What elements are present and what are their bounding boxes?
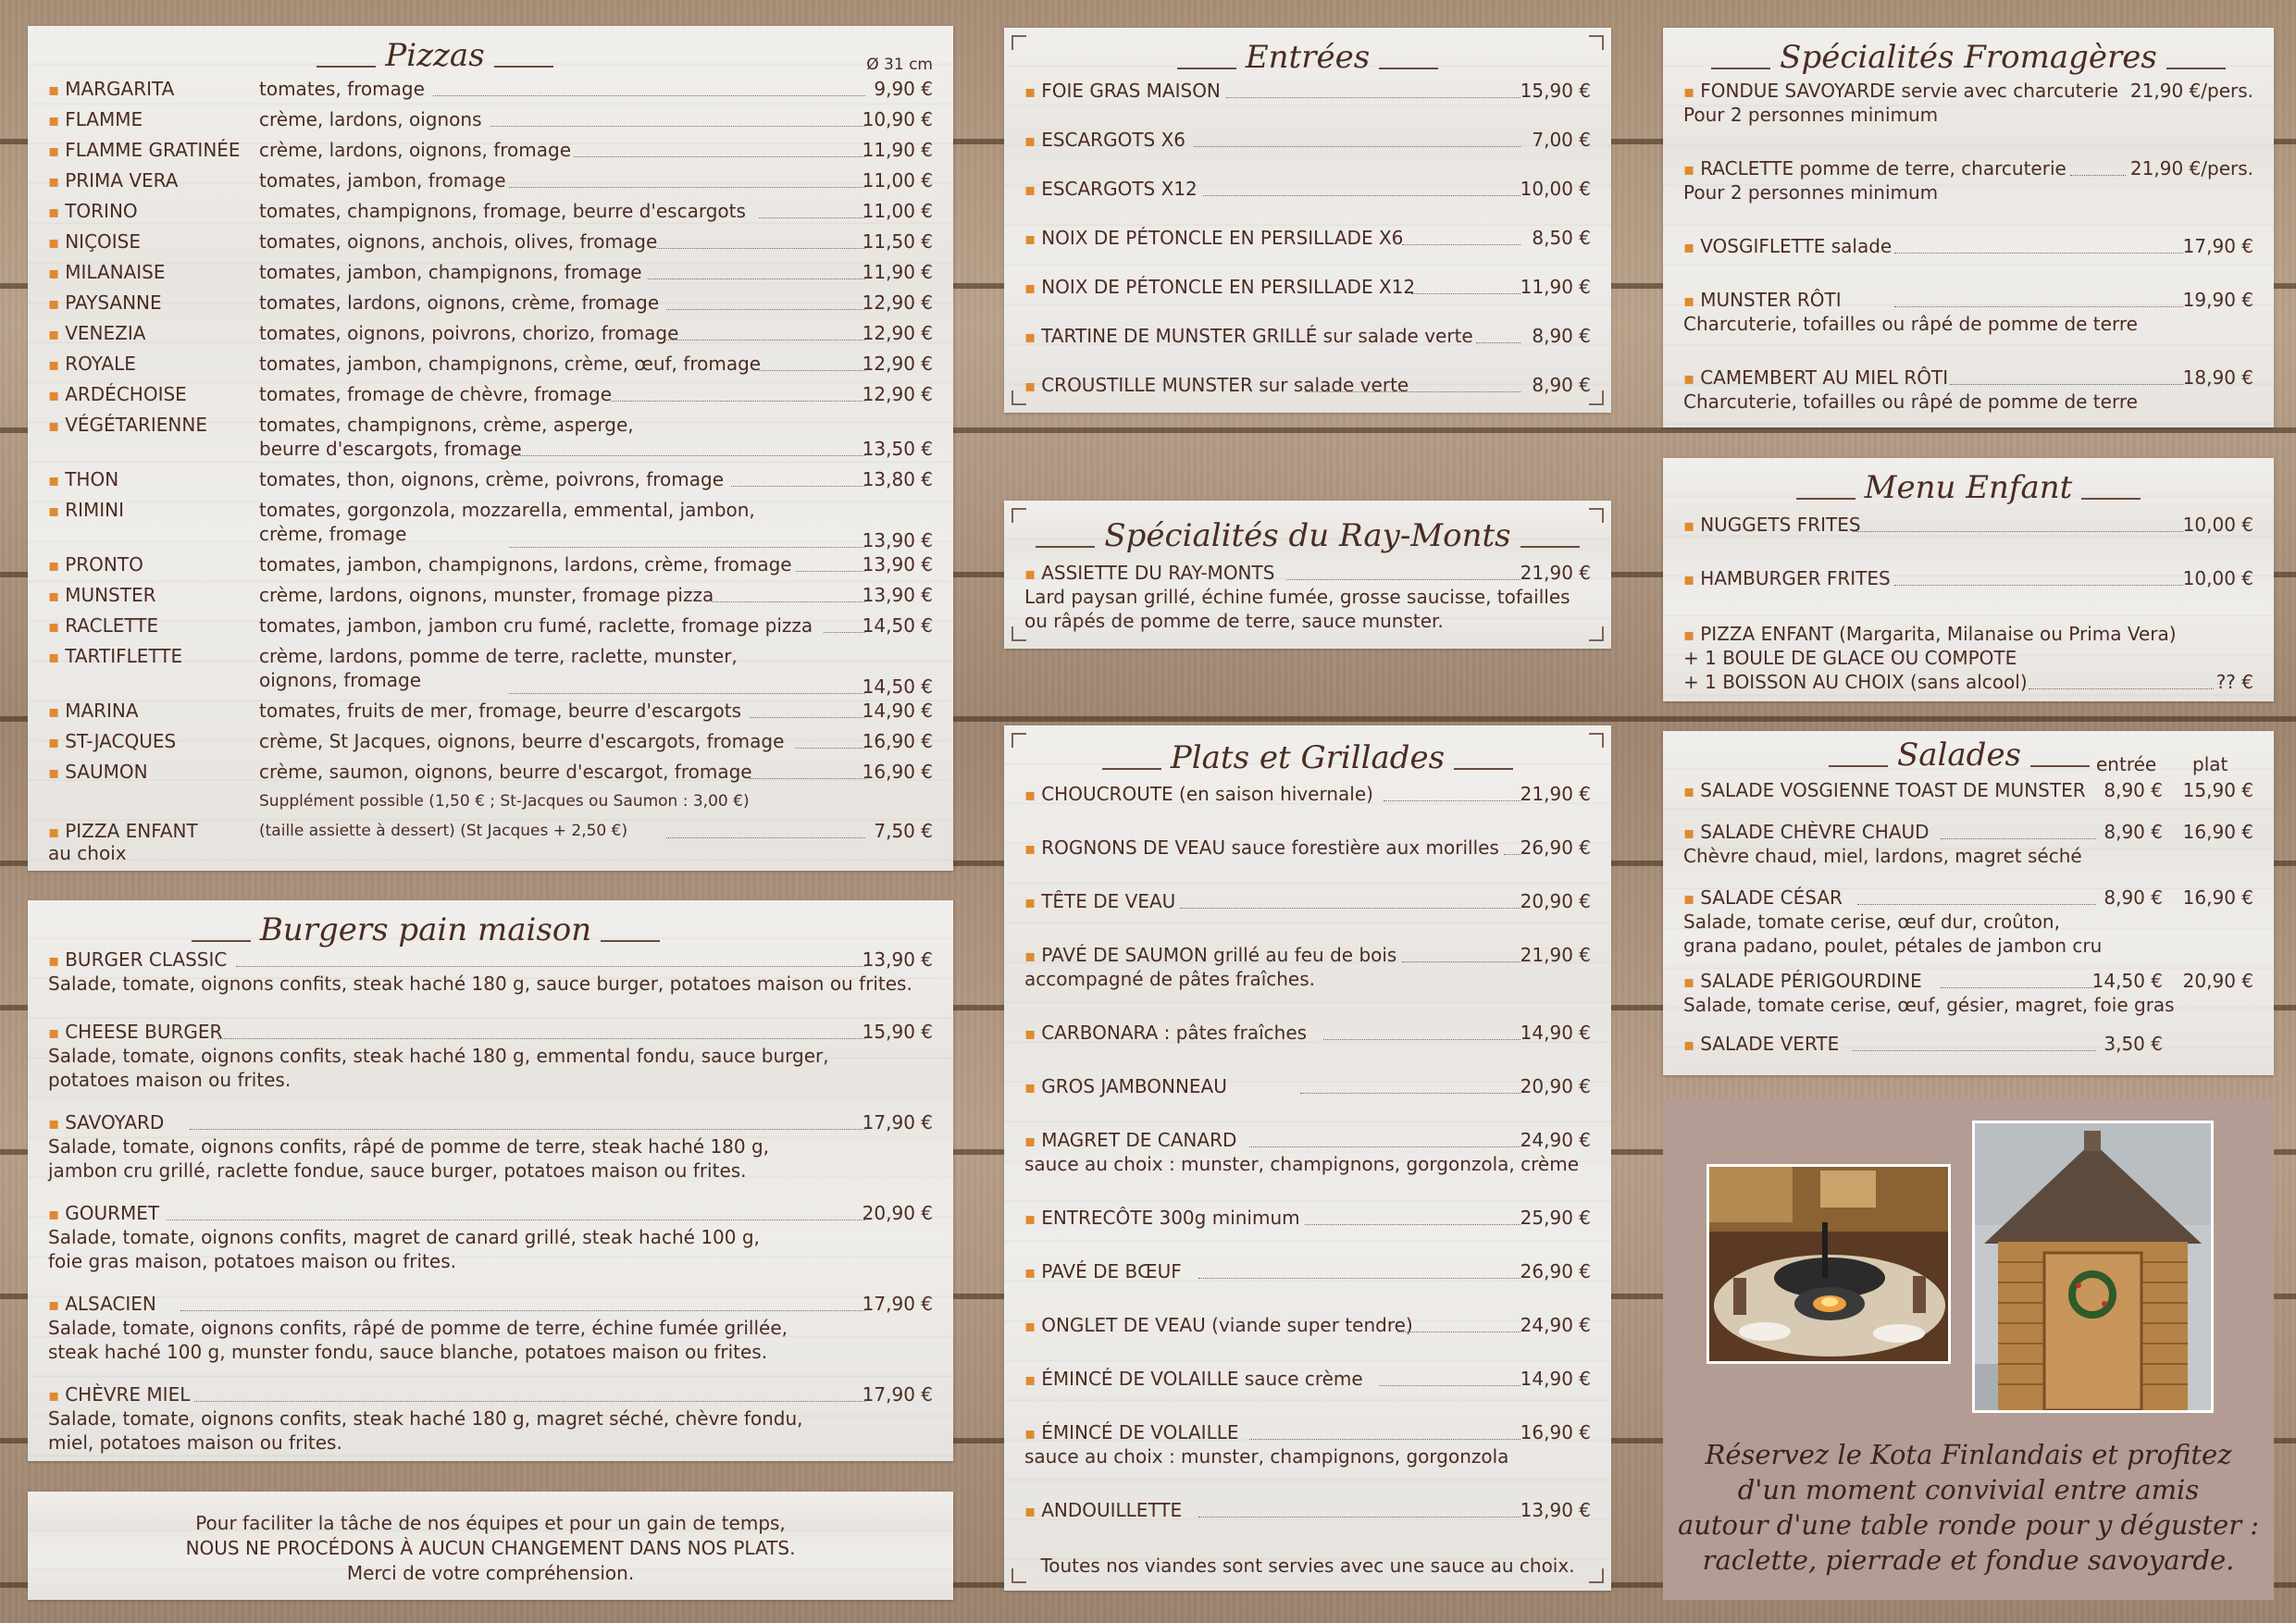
fromagere-item: ▪ CAMEMBERT AU MIEL RÔTI <box>1683 366 1949 389</box>
pizza-price: 14,50 € <box>862 675 933 698</box>
pizzas-panel <box>28 26 953 871</box>
salade-price-entree: 3,50 € <box>2104 1033 2163 1055</box>
plat-price: 21,90 € <box>1520 783 1591 805</box>
salade-price-entree: 14,50 € <box>2091 970 2163 992</box>
plat-item: ▪ PAVÉ DE SAUMON grillé au feu de bois <box>1024 944 1397 966</box>
pizza-item: ▪ MUNSTER <box>48 584 156 606</box>
enfant-price: 10,00 € <box>2182 567 2253 589</box>
burger-desc: foie gras maison, potatoes maison ou frites. <box>48 1250 456 1272</box>
pizza-item: ▪ PRIMA VERA <box>48 169 179 192</box>
pizza-desc: crème, lardons, oignons, munster, fromage pizza <box>259 584 714 606</box>
kota-line-4: raclette, pierrade et fondue savoyarde. <box>1702 1544 2235 1576</box>
salade-item: ▪ SALADE PÉRIGOURDINE <box>1683 970 1922 992</box>
pizza-price: 11,90 € <box>862 261 933 283</box>
pizza-desc: crème, St Jacques, oignons, beurre d'escargots, fromage <box>259 730 785 752</box>
salade-price-plat: 16,90 € <box>2182 886 2253 909</box>
plat-price: 26,90 € <box>1520 836 1591 859</box>
plat-item: ▪ ANDOUILLETTE <box>1024 1499 1183 1521</box>
pizza-desc-2: crème, fromage <box>259 523 407 545</box>
pizza-desc: crème, saumon, oignons, beurre d'escargot, fromage <box>259 761 752 783</box>
pizza-price: 16,90 € <box>862 761 933 783</box>
kota-promo <box>1663 1099 2274 1600</box>
kota-hut-image <box>1975 1123 2211 1410</box>
fromagere-desc: Pour 2 personnes minimum <box>1683 181 1939 204</box>
salades-title: Salades <box>1644 737 2274 774</box>
entree-price: 8,90 € <box>1532 325 1591 347</box>
pizza-supplement: Supplément possible (1,50 € ; St-Jacques ou Saumon : 3,00 €) <box>259 792 750 811</box>
enfant-item: ▪ HAMBURGER FRITES <box>1683 567 1891 589</box>
burger-desc: Salade, tomate, oignons confits, steak haché 180 g, magret séché, chèvre fondu, <box>48 1407 803 1430</box>
pizza-price: 13,80 € <box>862 468 933 490</box>
plat-desc: sauce au choix : munster, champignons, gorgonzola <box>1024 1445 1509 1468</box>
plat-item: ▪ MAGRET DE CANARD <box>1024 1129 1237 1151</box>
burger-desc: Salade, tomate, oignons confits, steak haché 180 g, sauce burger, potatoes maison ou frites. <box>48 973 912 995</box>
pizza-enfant-desc: (taille assiette à dessert) (St Jacques + 2,50 €) <box>259 822 628 840</box>
plat-price: 24,90 € <box>1520 1314 1591 1336</box>
plat-price: 24,90 € <box>1520 1129 1591 1151</box>
pizza-item: ▪ THON <box>48 468 119 490</box>
pizza-price: 12,90 € <box>862 291 933 314</box>
pizza-item: ▪ RACLETTE <box>48 614 159 637</box>
entree-price: 15,90 € <box>1520 80 1591 102</box>
pizza-size: Ø 31 cm <box>866 56 933 74</box>
pizza-price: 16,90 € <box>862 730 933 752</box>
burger-desc: Salade, tomate, oignons confits, steak haché 180 g, emmental fondu, sauce burger, <box>48 1045 829 1067</box>
plat-item: ▪ ROGNONS DE VEAU sauce forestière aux morilles <box>1024 836 1499 859</box>
pizza-desc: tomates, jambon, jambon cru fumé, raclette, fromage pizza <box>259 614 813 637</box>
burger-price: 17,90 € <box>862 1293 933 1315</box>
entree-item: ▪ ESCARGOTS X6 <box>1024 129 1186 151</box>
notice-panel <box>28 1492 953 1600</box>
salade-desc: Salade, tomate cerise, œuf dur, croûton, <box>1683 911 2060 933</box>
fromageres-panel <box>1663 28 2274 427</box>
burger-item: ▪ BURGER CLASSIC <box>48 948 228 971</box>
pizza-desc: tomates, oignons, poivrons, chorizo, fromage <box>259 322 679 344</box>
kota-line-1: Réservez le Kota Finlandais et profitez <box>1705 1439 2232 1470</box>
salade-desc: Salade, tomate cerise, œuf, gésier, magret, foie gras <box>1683 994 2175 1016</box>
salade-price-plat: 15,90 € <box>2182 779 2253 801</box>
pizza-desc-2: oignons, fromage <box>259 669 422 691</box>
burgers-title: Burgers pain maison <box>0 911 953 948</box>
pizza-price: 14,90 € <box>862 700 933 722</box>
plat-item: ▪ ENTRECÔTE 300g minimum <box>1024 1207 1300 1229</box>
plat-price: 20,90 € <box>1520 890 1591 912</box>
pizza-item: ▪ MARINA <box>48 700 139 722</box>
notice-line-2: NOUS NE PROCÉDONS À AUCUN CHANGEMENT DANS NOS PLATS. <box>185 1537 796 1559</box>
pizza-desc: tomates, fromage <box>259 78 425 100</box>
pizza-item: ▪ PAYSANNE <box>48 291 162 314</box>
entree-price: 8,50 € <box>1532 227 1591 249</box>
pizza-desc: tomates, jambon, fromage <box>259 169 506 192</box>
enfant-pizza: ▪ PIZZA ENFANT (Margarita, Milanaise ou Prima Vera) <box>1683 623 2177 645</box>
pizza-item: ▪ FLAMME <box>48 108 143 130</box>
fromagere-price: 21,90 €/pers. <box>2129 157 2253 180</box>
pizza-price: 13,90 € <box>862 584 933 606</box>
pizza-desc: tomates, fromage de chèvre, fromage <box>259 383 613 405</box>
pizza-item: ▪ ST-JACQUES <box>48 730 177 752</box>
fromagere-desc: Charcuterie, tofailles ou râpé de pomme de terre <box>1683 390 2138 413</box>
plat-price: 14,90 € <box>1520 1368 1591 1390</box>
plat-price: 21,90 € <box>1520 944 1591 966</box>
pizza-price: 13,90 € <box>862 553 933 576</box>
pizza-enfant-price: 7,50 € <box>874 820 933 842</box>
burger-item: ▪ ALSACIEN <box>48 1293 156 1315</box>
plat-desc: sauce au choix : munster, champignons, gorgonzola, crème <box>1024 1153 1580 1175</box>
salade-desc: Chèvre chaud, miel, lardons, magret séché <box>1683 845 2082 867</box>
entree-price: 10,00 € <box>1520 178 1591 200</box>
burgers-panel <box>28 900 953 1461</box>
kota-line-3: autour d'une table ronde pour y déguster : <box>1677 1509 2260 1541</box>
pizza-desc: tomates, fruits de mer, fromage, beurre d'escargots <box>259 700 742 722</box>
pizza-item: ▪ VENEZIA <box>48 322 146 344</box>
pizza-desc: tomates, jambon, champignons, lardons, crème, fromage <box>259 553 792 576</box>
burger-desc: miel, potatoes maison ou frites. <box>48 1431 342 1454</box>
pizza-price: 11,00 € <box>862 169 933 192</box>
pizza-price: 12,90 € <box>862 383 933 405</box>
pizza-enfant-sub: au choix <box>48 842 127 864</box>
pizza-price: 12,90 € <box>862 353 933 375</box>
pizza-desc: tomates, jambon, champignons, crème, œuf, fromage <box>259 353 762 375</box>
fromagere-price: 17,90 € <box>2182 235 2253 257</box>
plat-item: ▪ ÉMINCÉ DE VOLAILLE <box>1024 1421 1239 1443</box>
pizza-item: ▪ VÉGÉTARIENNE <box>48 414 207 436</box>
notice-line-3: Merci de votre compréhension. <box>346 1562 635 1584</box>
burger-item: ▪ CHÈVRE MIEL <box>48 1383 191 1406</box>
plat-price: 26,90 € <box>1520 1260 1591 1282</box>
salades-panel <box>1663 731 2274 1075</box>
burger-desc: jambon cru grillé, raclette fondue, sauce burger, potatoes maison ou frites. <box>48 1159 747 1182</box>
burger-item: ▪ SAVOYARD <box>48 1111 165 1134</box>
pizza-price: 12,90 € <box>862 322 933 344</box>
plats-title: Plats et Grillades <box>1004 739 1611 776</box>
pizza-desc: tomates, gorgonzola, mozzarella, emmental, jambon, <box>259 499 755 521</box>
pizza-desc: crème, lardons, oignons, fromage <box>259 139 572 161</box>
pizza-item: ▪ ARDÉCHOISE <box>48 383 187 405</box>
enfant-price: 10,00 € <box>2182 514 2253 536</box>
pizza-item: ▪ MARGARITA <box>48 78 175 100</box>
burger-item: ▪ CHEESE BURGER <box>48 1021 223 1043</box>
salade-desc-2: grana padano, poulet, pétales de jambon cru <box>1683 935 2103 957</box>
pizza-item: ▪ TORINO <box>48 200 138 222</box>
plat-price: 13,90 € <box>1520 1499 1591 1521</box>
fromagere-item: ▪ VOSGIFLETTE salade <box>1683 235 1893 257</box>
raymonts-panel <box>1004 501 1611 649</box>
pizza-item: ▪ RIMINI <box>48 499 125 521</box>
pizza-desc: tomates, champignons, crème, asperge, <box>259 414 634 436</box>
entree-price: 8,90 € <box>1532 374 1591 396</box>
raymonts-title: Spécialités du Ray-Monts <box>1004 517 1611 554</box>
pizza-desc: crème, lardons, oignons <box>259 108 482 130</box>
pizza-price: 11,50 € <box>862 230 933 253</box>
salade-price-entree: 8,90 € <box>2104 886 2163 909</box>
pizza-enfant: ▪ PIZZA ENFANT <box>48 820 198 842</box>
pizza-item: ▪ PRONTO <box>48 553 143 576</box>
salade-price-plat: 20,90 € <box>2182 970 2253 992</box>
entree-item: ▪ CROUSTILLE MUNSTER sur salade verte <box>1024 374 1409 396</box>
raymonts-item: ▪ ASSIETTE DU RAY-MONTS <box>1024 562 1275 584</box>
pizza-desc-2: beurre d'escargots, fromage <box>259 438 522 460</box>
fondue-table-image <box>1709 1167 1948 1361</box>
pizza-item: ▪ NIÇOISE <box>48 230 141 253</box>
plat-price: 14,90 € <box>1520 1022 1591 1044</box>
salade-item: ▪ SALADE VERTE <box>1683 1033 1840 1055</box>
salade-item: ▪ SALADE CÉSAR <box>1683 886 1843 909</box>
kota-hut-photo <box>1972 1121 2214 1413</box>
salade-price-plat: 16,90 € <box>2182 821 2253 843</box>
entrees-panel <box>1004 28 1611 413</box>
fromagere-price: 21,90 €/pers. <box>2129 80 2253 102</box>
burger-desc: Salade, tomate, oignons confits, râpé de pomme de terre, steak haché 180 g, <box>48 1135 770 1158</box>
plat-price: 20,90 € <box>1520 1075 1591 1097</box>
plats-footer: Toutes nos viandes sont servies avec une sauce au choix. <box>1040 1555 1575 1577</box>
pizza-desc: tomates, champignons, fromage, beurre d'escargots <box>259 200 746 222</box>
pizza-price: 10,90 € <box>862 108 933 130</box>
burger-desc: Salade, tomate, oignons confits, râpé de pomme de terre, échine fumée grillée, <box>48 1317 788 1339</box>
fromagere-desc: Charcuterie, tofailles ou râpé de pomme de terre <box>1683 313 2138 335</box>
plat-item: ▪ ÉMINCÉ DE VOLAILLE sauce crème <box>1024 1368 1363 1390</box>
kota-line-2: d'un moment convivial entre amis <box>1737 1474 2200 1505</box>
burger-price: 17,90 € <box>862 1111 933 1134</box>
raymonts-price: 21,90 € <box>1520 562 1591 584</box>
salade-item: ▪ SALADE CHÈVRE CHAUD <box>1683 821 1930 843</box>
plat-item: ▪ GROS JAMBONNEAU <box>1024 1075 1227 1097</box>
entree-price: 11,90 € <box>1520 276 1591 298</box>
pizza-item: ▪ SAUMON <box>48 761 148 783</box>
entree-item: ▪ NOIX DE PÉTONCLE EN PERSILLADE X6 <box>1024 227 1404 249</box>
enfant-panel <box>1663 458 2274 701</box>
pizza-item: ▪ FLAMME GRATINÉE <box>48 139 241 161</box>
entrees-title: Entrées <box>1004 39 1611 76</box>
enfant-pizza-line2: + 1 BOULE DE GLACE OU COMPOTE <box>1683 647 2017 669</box>
fromagere-price: 19,90 € <box>2182 289 2253 311</box>
burger-desc: Salade, tomate, oignons confits, magret de canard grillé, steak haché 100 g, <box>48 1226 760 1248</box>
plat-price: 25,90 € <box>1520 1207 1591 1229</box>
burger-price: 15,90 € <box>862 1021 933 1043</box>
pizzas-title: Pizzas <box>0 37 953 74</box>
burger-price: 13,90 € <box>862 948 933 971</box>
enfant-title: Menu Enfant <box>1663 469 2274 506</box>
fromagere-desc: Pour 2 personnes minimum <box>1683 104 1939 126</box>
enfant-pizza-line3: + 1 BOISSON AU CHOIX (sans alcool) <box>1683 671 2028 693</box>
plat-item: ▪ CARBONARA : pâtes fraîches <box>1024 1022 1308 1044</box>
plat-item: ▪ TÊTE DE VEAU <box>1024 890 1176 912</box>
entree-item: ▪ FOIE GRAS MAISON <box>1024 80 1221 102</box>
salade-item: ▪ SALADE VOSGIENNE TOAST DE MUNSTER <box>1683 779 2086 801</box>
pizza-item: ▪ MILANAISE <box>48 261 166 283</box>
plats-panel <box>1004 725 1611 1591</box>
fromageres-title: Spécialités Fromagères <box>1663 39 2274 76</box>
pizza-price: 14,50 € <box>862 614 933 637</box>
pizza-item: ▪ ROYALE <box>48 353 136 375</box>
entree-item: ▪ NOIX DE PÉTONCLE EN PERSILLADE X12 <box>1024 276 1416 298</box>
pizza-price: 11,90 € <box>862 139 933 161</box>
salades-col-plat: plat <box>2192 753 2228 775</box>
burger-price: 20,90 € <box>862 1202 933 1224</box>
pizza-desc: tomates, oignons, anchois, olives, fromage <box>259 230 658 253</box>
entree-item: ▪ TARTINE DE MUNSTER GRILLÉ sur salade verte <box>1024 325 1473 347</box>
pizza-price: 9,90 € <box>874 78 933 100</box>
fromagere-item: ▪ FONDUE SAVOYARDE servie avec charcuterie <box>1683 80 2118 102</box>
pizza-desc: tomates, jambon, champignons, fromage <box>259 261 642 283</box>
pizza-price: 13,50 € <box>862 438 933 460</box>
enfant-pizza-price: ?? € <box>2215 671 2253 693</box>
pizza-desc: crème, lardons, pomme de terre, raclette, munster, <box>259 645 738 667</box>
fromagere-price: 18,90 € <box>2182 366 2253 389</box>
burger-item: ▪ GOURMET <box>48 1202 160 1224</box>
pizza-desc: tomates, lardons, oignons, crème, fromage <box>259 291 660 314</box>
plat-item: ▪ CHOUCROUTE (en saison hivernale) <box>1024 783 1373 805</box>
raymonts-line-1: Lard paysan grillé, échine fumée, grosse saucisse, tofailles <box>1024 586 1570 608</box>
entree-price: 7,00 € <box>1532 129 1591 151</box>
notice-line-1: Pour faciliter la tâche de nos équipes et pour un gain de temps, <box>195 1512 786 1534</box>
fromagere-item: ▪ RACLETTE pomme de terre, charcuterie <box>1683 157 2066 180</box>
pizza-price: 13,90 € <box>862 529 933 551</box>
burger-desc: potatoes maison ou frites. <box>48 1069 292 1091</box>
plat-item: ▪ ONGLET DE VEAU (viande super tendre) <box>1024 1314 1413 1336</box>
pizza-price: 11,00 € <box>862 200 933 222</box>
salades-col-entree: entrée <box>2096 753 2157 775</box>
entree-item: ▪ ESCARGOTS X12 <box>1024 178 1198 200</box>
pizza-desc: tomates, thon, oignons, crème, poivrons, fromage <box>259 468 724 490</box>
enfant-item: ▪ NUGGETS FRITES <box>1683 514 1861 536</box>
fromagere-item: ▪ MUNSTER RÔTI <box>1683 289 1842 311</box>
fondue-table-photo <box>1706 1164 1951 1364</box>
pizza-item: ▪ TARTIFLETTE <box>48 645 183 667</box>
plat-desc: accompagné de pâtes fraîches. <box>1024 968 1316 990</box>
plat-item: ▪ PAVÉ DE BŒUF <box>1024 1260 1182 1282</box>
raymonts-line-2: ou râpés de pomme de terre, sauce munster. <box>1024 610 1444 632</box>
plat-price: 16,90 € <box>1520 1421 1591 1443</box>
salade-price-entree: 8,90 € <box>2104 779 2163 801</box>
burger-price: 17,90 € <box>862 1383 933 1406</box>
salade-price-entree: 8,90 € <box>2104 821 2163 843</box>
burger-desc: steak haché 100 g, munster fondu, sauce blanche, potatoes maison ou frites. <box>48 1341 768 1363</box>
